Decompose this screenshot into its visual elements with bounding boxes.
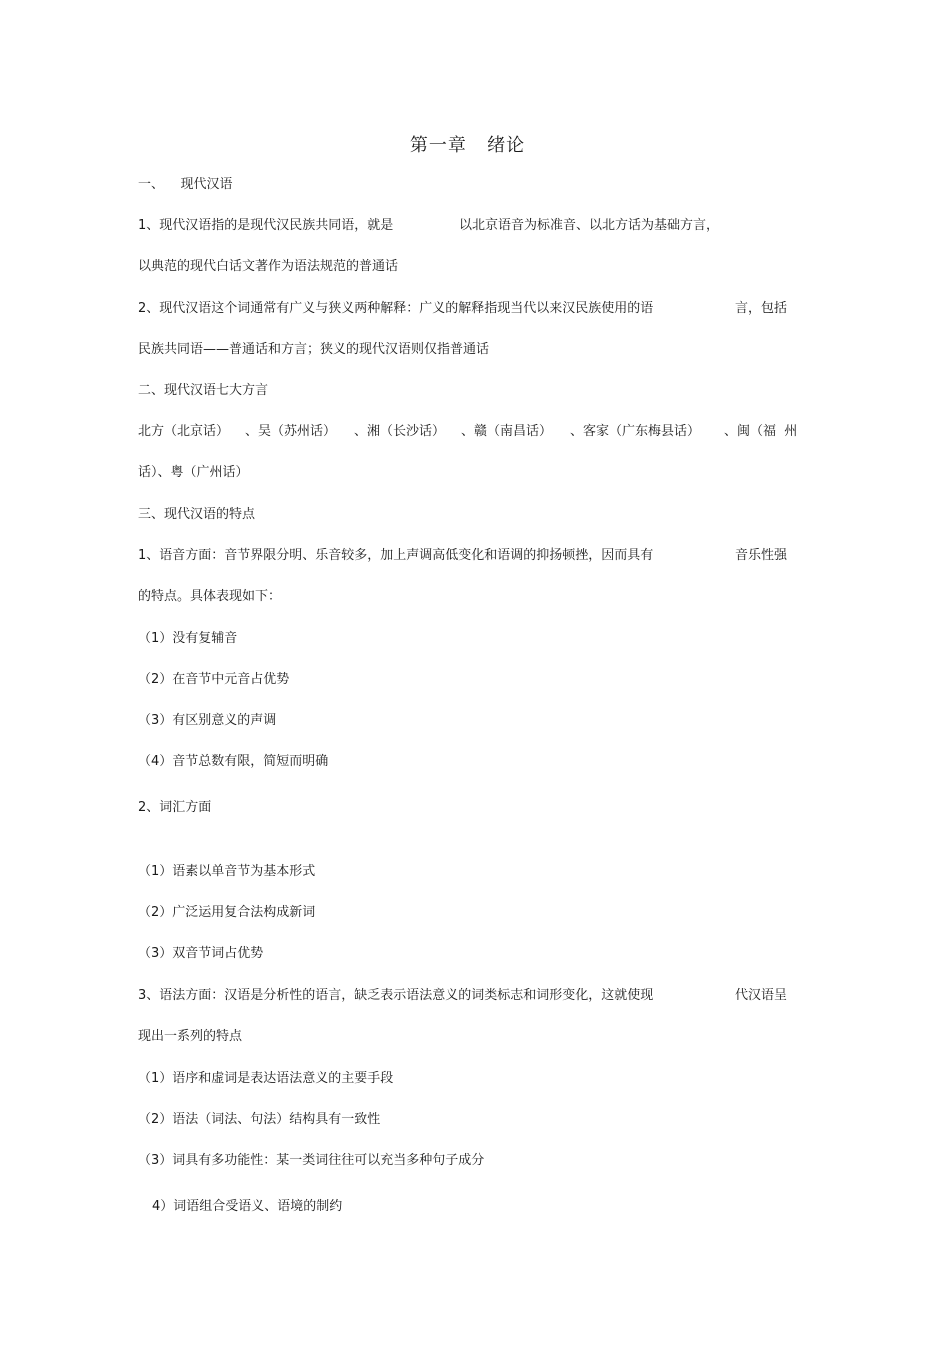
vocabulary-heading: 2、词汇方面 xyxy=(138,800,212,815)
vocabulary-item: （3）双音节词占优势 xyxy=(138,946,264,961)
paragraph-2-part-a: 2、现代汉语这个词通常有广义与狭义两种解释：广义的解释指现当代以来汉民族使用的语 xyxy=(138,301,654,316)
dialect-hakka: 、客家（广东梅县话） xyxy=(570,424,701,439)
phonetics-paragraph-part-a: 1、语音方面：音节界限分明、乐音较多，加上声调高低变化和语调的抑扬顿挫，因而具有 xyxy=(138,548,654,563)
grammar-item: （3）词具有多功能性：某一类词往往可以充当多种句子成分 xyxy=(138,1153,485,1168)
grammar-paragraph-part-a: 3、语法方面：汉语是分析性的语言，缺乏表示语法意义的词类标志和词形变化，这就使现 xyxy=(138,988,654,1003)
section-heading-features: 三、现代汉语的特点 xyxy=(138,507,256,522)
grammar-paragraph-part-b: 代汉语呈 xyxy=(735,988,788,1003)
dialect-xiang: 、湘（长沙话） xyxy=(354,424,446,439)
vocabulary-item: （2）广泛运用复合法构成新词 xyxy=(138,905,316,920)
vocabulary-item: （1）语素以单音节为基本形式 xyxy=(138,864,316,879)
dialect-yue: 话）、粤（广州话） xyxy=(138,465,249,480)
grammar-item: （2）语法（词法、句法）结构具有一致性 xyxy=(138,1112,381,1127)
grammar-paragraph-part-c: 现出一系列的特点 xyxy=(138,1029,243,1044)
phonetics-item: （3）有区别意义的声调 xyxy=(138,713,277,728)
dialect-min: 、闽（福 州 xyxy=(724,424,798,439)
dialect-wu: 、吴（苏州话） xyxy=(245,424,337,439)
phonetics-item: （2）在音节中元音占优势 xyxy=(138,672,290,687)
dialect-gan: 、赣（南昌话） xyxy=(461,424,553,439)
phonetics-paragraph-part-b: 音乐性强 xyxy=(735,548,788,563)
paragraph-1-part-a: 1、现代汉语指的是现代汉民族共同语，就是 xyxy=(138,218,394,233)
dialect-northern: 北方（北京话） xyxy=(138,424,230,439)
paragraph-1-part-b: 以北京语音为标准音、以北方话为基础方言， xyxy=(459,218,720,233)
paragraph-2-part-c: 民族共同语——普通话和方言；狭义的现代汉语则仅指普通话 xyxy=(138,342,490,357)
chapter-title: 第一章 绪论 xyxy=(409,135,526,156)
paragraph-1-part-c: 以典范的现代白话文著作为语法规范的普通话 xyxy=(138,259,399,274)
grammar-item: （1）语序和虚词是表达语法意义的主要手段 xyxy=(138,1071,394,1086)
phonetics-item: （4）音节总数有限，简短而明确 xyxy=(138,754,329,769)
paragraph-2-part-b: 言，包括 xyxy=(735,301,788,316)
grammar-item: 4）词语组合受语义、语境的制约 xyxy=(152,1199,343,1214)
section-heading-dialects: 二、现代汉语七大方言 xyxy=(138,383,269,398)
section-heading-modern-chinese: 一、 现代汉语 xyxy=(138,177,233,192)
phonetics-paragraph-part-c: 的特点。具体表现如下： xyxy=(138,589,282,604)
phonetics-item: （1）没有复辅音 xyxy=(138,631,238,646)
